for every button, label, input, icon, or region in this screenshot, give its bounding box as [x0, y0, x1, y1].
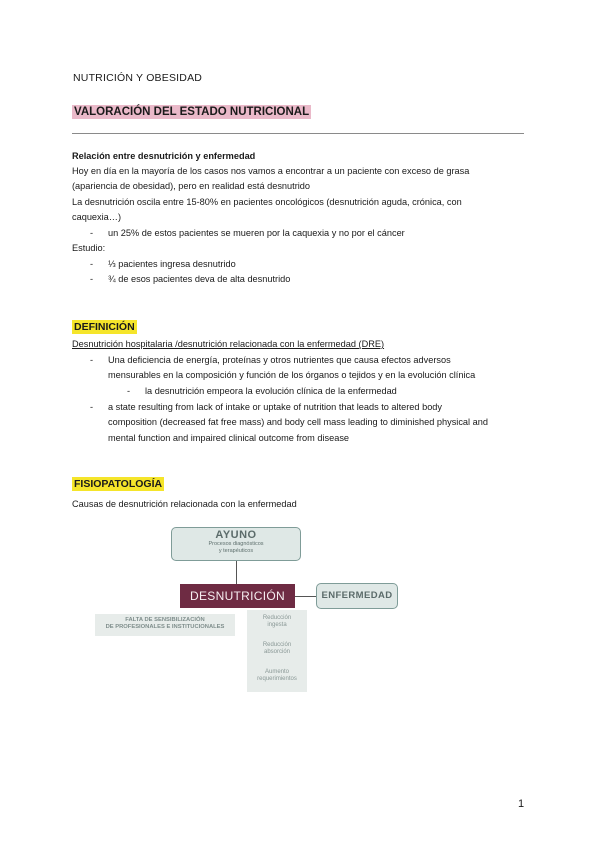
- connector-line: [236, 561, 237, 584]
- estudio-bullet: ¾ de esos pacientes deva de alta desnutrido: [108, 274, 291, 284]
- falta-line: FALTA DE SENSIBILIZACIÓN: [125, 617, 205, 623]
- bullet-dash: -: [90, 259, 94, 269]
- fisiopatologia-heading: FISIOPATOLOGÍA: [74, 478, 163, 490]
- estudio-bullet: ⅓ pacientes ingresa desnutrido: [108, 259, 236, 269]
- title-divider: [72, 133, 524, 134]
- bullet-dash: -: [90, 402, 94, 412]
- bullet-dash: -: [90, 355, 94, 365]
- bullet-dash: -: [90, 274, 94, 284]
- definicion-heading: DEFINICIÓN: [74, 321, 135, 333]
- page-number: 1: [518, 798, 525, 810]
- definicion-subtitle: Desnutrición hospitalaria /desnutrición relacionada con la enfermedad (DRE): [72, 339, 385, 349]
- definicion-bullet-line: Una deficiencia de energía, proteínas y otros nutrientes que causa efectos adversos: [108, 355, 451, 365]
- intro-paragraph-line: (apariencia de obesidad), pero en realidad está desnutrido: [72, 181, 311, 191]
- cause-line: requerimientos: [257, 676, 297, 682]
- intro-bullet: un 25% de estos pacientes se mueren por la caquexia y no por el cáncer: [108, 228, 405, 238]
- definicion-bullet-line: a state resulting from lack of intake or uptake of nutrition that leads to altered body: [108, 402, 443, 412]
- cause-line: Aumento: [264, 669, 289, 675]
- definicion-bullet-line: mensurables en la composición y función de los órganos o tejidos y en la evolución clínica: [108, 370, 476, 380]
- cause-line: Reducción: [262, 615, 292, 621]
- ayuno-title: AYUNO: [215, 529, 257, 541]
- definicion-bullet-line: composition (decreased fat free mass) and body cell mass leading to diminished physical and: [108, 417, 488, 427]
- desnutricion-box: DESNUTRICIÓN: [180, 584, 295, 608]
- cause-reduccion-ingesta: [247, 615, 307, 629]
- bullet-dash: -: [127, 386, 131, 396]
- cause-line: absorción: [263, 649, 290, 655]
- falta-line: DE PROFESIONALES E INSTITUCIONALES: [105, 624, 225, 630]
- document-header: NUTRICIÓN Y OBESIDAD: [73, 72, 203, 84]
- intro-paragraph-line: Hoy en día en la mayoría de los casos nos vamos a encontrar a un paciente con exceso de grasa: [72, 166, 470, 176]
- page-title: VALORACIÓN DEL ESTADO NUTRICIONAL: [74, 106, 310, 118]
- disease-causes-box: [247, 610, 307, 692]
- cause-line: ingesta: [267, 622, 287, 628]
- cause-aumento-requerimientos: [247, 669, 307, 683]
- intro-paragraph-line: caquexia…): [72, 212, 122, 222]
- ayuno-subtitle: y terapéuticos: [218, 547, 254, 554]
- intro-paragraph-line: La desnutrición oscila entre 15-80% en pacientes oncológicos (desnutrición aguda, crónica, con: [72, 197, 462, 207]
- definicion-subbullet: la desnutrición empeora la evolución clínica de la enfermedad: [145, 386, 397, 396]
- bullet-dash: -: [90, 228, 94, 238]
- connector-line: [295, 596, 316, 597]
- definicion-bullet-line: mental function and impaired clinical outcome from disease: [108, 433, 350, 443]
- intro-subtitle: Relación entre desnutrición y enfermedad: [72, 151, 256, 161]
- enfermedad-box: ENFERMEDAD: [316, 583, 398, 609]
- estudio-label: Estudio:: [72, 243, 106, 253]
- fisiopatologia-subtitle: Causas de desnutrición relacionada con la enfermedad: [72, 499, 297, 509]
- ayuno-subtitle: Procesos diagnósticos: [208, 541, 264, 547]
- falta-sensibilizacion-box: [95, 614, 235, 636]
- ayuno-box: [171, 527, 301, 561]
- cause-reduccion-absorcion: [247, 642, 307, 656]
- cause-line: Reducción: [262, 642, 292, 648]
